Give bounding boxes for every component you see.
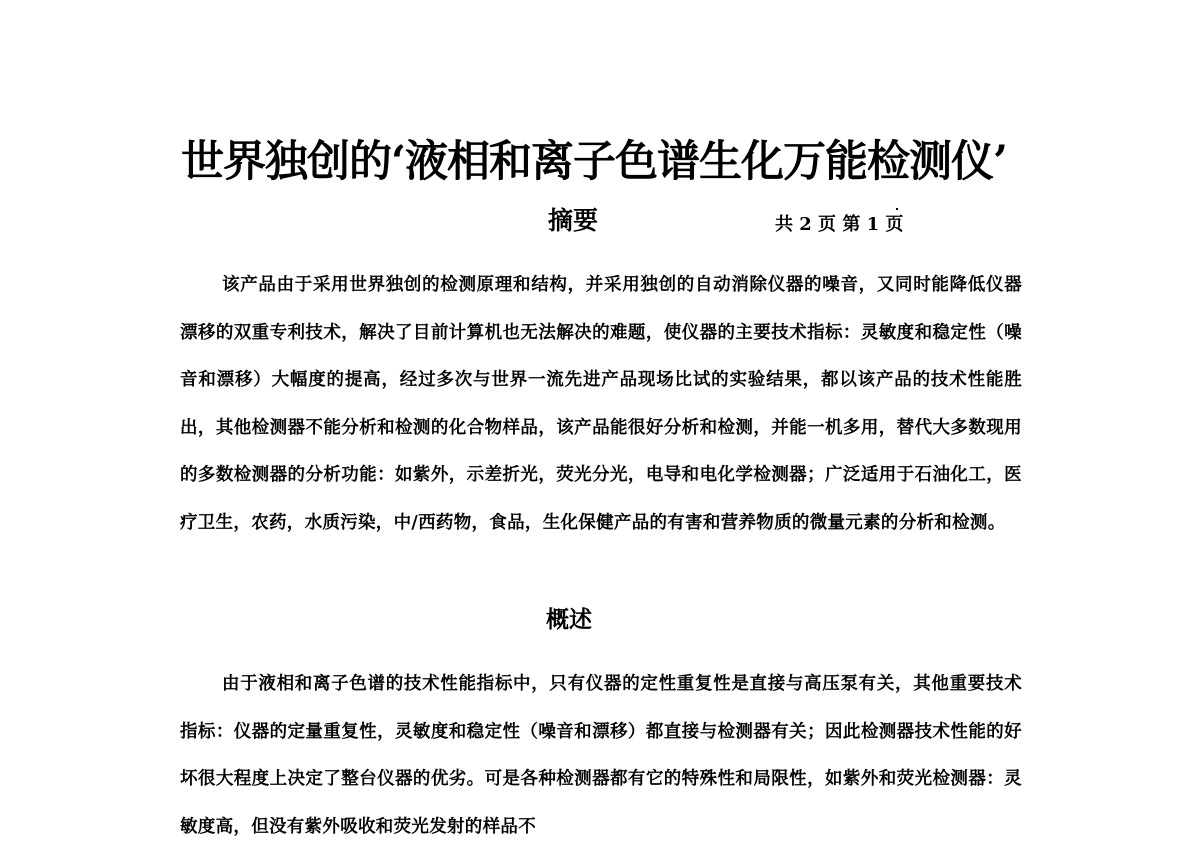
overview-paragraph: 由于液相和离子色谱的技术性能指标中，只有仪器的定性重复性是直接与高压泵有关，其他重要技术指标：仪器的定量重复性，灵敏度和稳定性（噪音和漂移）都直接与检测器有关；因此检测器技术性能的好坏很大程度上决定了整台仪器的优劣。可是各种检测器都有它的特殊性和局限性，如紫外和荧光检测器：灵敏度高，但没有紫外吸收和荧光发射的样品不 [180,674,1022,837]
page-indicator: 共 2 页 第 1 页 [775,214,904,235]
overview-heading: 概述 [546,606,592,633]
abstract-heading: 摘要 [548,206,599,235]
scan-speck [896,208,898,210]
document-title: 世界独创的‘液相和离子色谱生化万能检测仪’ [181,137,1007,187]
abstract-paragraph: 该产品由于采用世界独创的检测原理和结构，并采用独创的自动消除仪器的噪音，又同时能降低仪器漂移的双重专利技术，解决了目前计算机也无法解决的难题，使仪器的主要技术指标：灵敏度和稳定性（噪音和漂移）大幅度的提高，经过多次与世界一流先进产品现场比试的实验结果，都以该产品的技术性能胜出，其他检测器不能分析和检测的化合物样品，该产品能很好分析和检测，并能一机多用，替代大多数现用的多数检测器的分析功能：如紫外，示差折光，荧光分光，电导和电化学检测器；广泛适用于石油化工，医疗卫生，农药，水质污染，中/西药物，食品，生化保健产品的有害和营养物质的微量元素的分析和检测。 [180,275,1022,533]
